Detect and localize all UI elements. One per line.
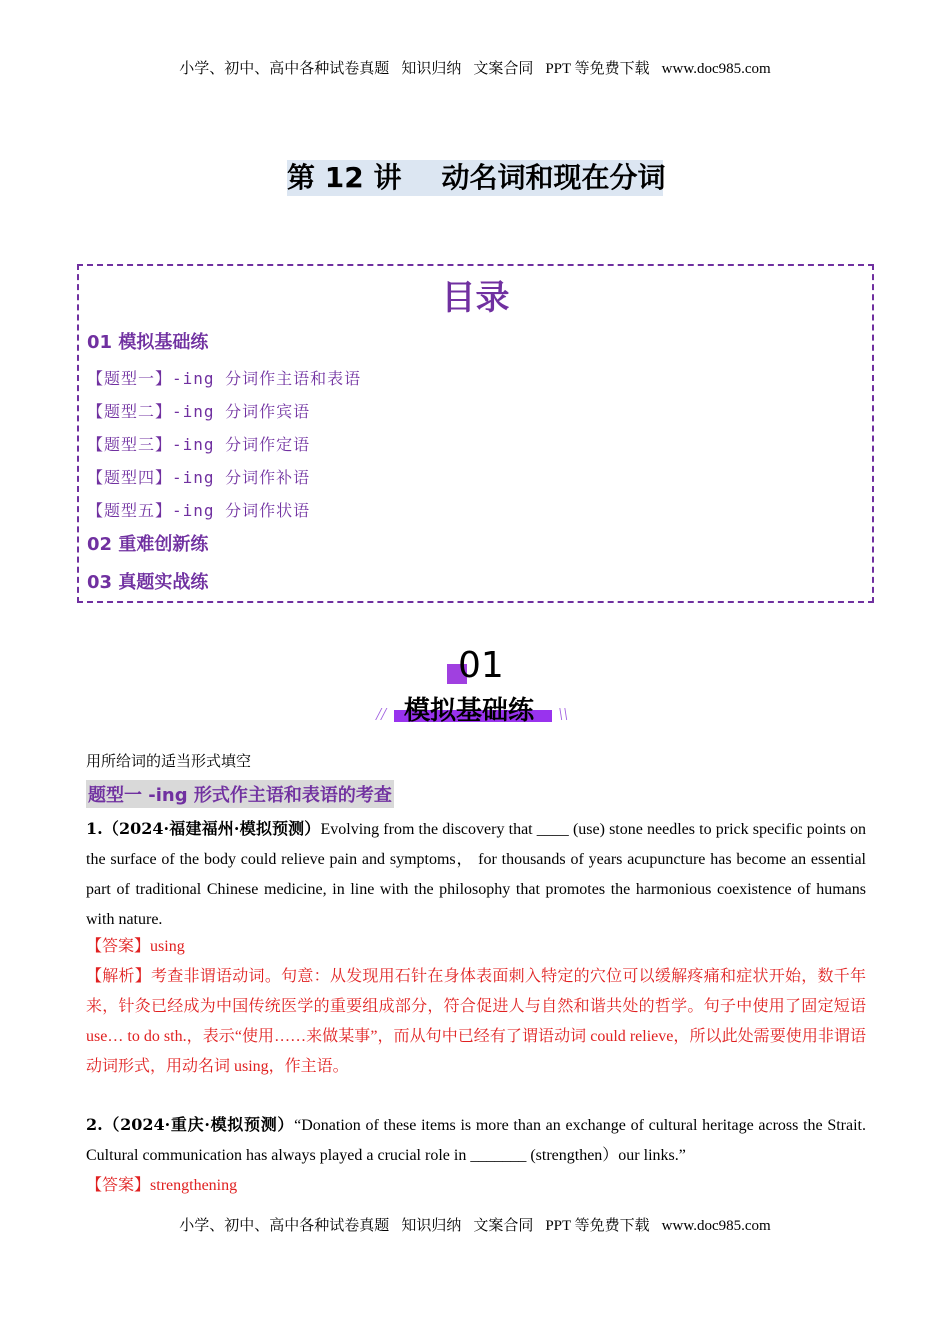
answer-label: 【答案】 bbox=[86, 1177, 151, 1194]
page-title bbox=[287, 160, 666, 196]
section-number: 01 bbox=[458, 645, 504, 686]
header-link[interactable]: www.doc985.com bbox=[661, 61, 771, 77]
header-text: 知识归纳 bbox=[401, 61, 462, 77]
toc-item[interactable]: 【题型四】-ing 分词作补语 bbox=[87, 468, 311, 487]
slash-decoration: // bbox=[376, 704, 387, 724]
slash-decoration: \\ bbox=[558, 704, 569, 724]
answer-text: strengthening bbox=[150, 1177, 238, 1194]
header-text: 小学、初中、高中各种试卷真题 bbox=[179, 61, 390, 77]
question-source: 1.（2024·福建福州·模拟预测） bbox=[86, 819, 321, 838]
analysis-label: 【解析】 bbox=[86, 968, 152, 985]
footer-text: 小学、初中、高中各种试卷真题 bbox=[179, 1218, 390, 1234]
answer-2 bbox=[86, 1171, 866, 1201]
analysis-text: 考查非谓语动词。句意：从发现用石针在身体表面刺入特定的穴位可以缓解疼痛和症状开始，数千年来，针灸已经成为中国传统医学的重要组成部分，符合促进人与自然和谐共处的哲学。句子中使用了固定短语 use… to do sth.，表示“使用……来做某事”，而从句中已经有了谓语动词 could relieve，所以此处需要使用非谓语动词形式，用动名词 using，作主语。 bbox=[86, 968, 866, 1075]
toc-item[interactable]: 【题型三】-ing 分词作定语 bbox=[87, 435, 311, 454]
question-source: 2.（2024·重庆·模拟预测） bbox=[86, 1115, 295, 1134]
page-footer bbox=[0, 1214, 950, 1235]
answer-text: using bbox=[150, 938, 185, 955]
instructions: 用所给词的适当形式填空 bbox=[86, 752, 252, 770]
toc-section[interactable]: 02 重难创新练 bbox=[87, 534, 209, 555]
header-text: 文案合同 bbox=[473, 61, 534, 77]
question-1 bbox=[86, 814, 866, 935]
toc-item[interactable]: 【题型五】-ing 分词作状语 bbox=[87, 501, 311, 520]
question-text: Evolving from the discovery that ____ (use) stone needles to prick specific points on the surface of the body could relieve pain and symptoms， for thousands of years acupuncture has become an essential part of traditional Chinese medicine, in line with the philosophy that promotes the harmonious coexistence of humans with nature. bbox=[86, 821, 866, 928]
header-text: PPT 等免费下载 bbox=[545, 61, 650, 77]
answer-label: 【答案】 bbox=[86, 938, 151, 955]
toc-item[interactable]: 【题型一】-ing 分词作主语和表语 bbox=[87, 369, 362, 388]
footer-text: PPT 等免费下载 bbox=[545, 1218, 650, 1234]
footer-link[interactable]: www.doc985.com bbox=[661, 1218, 771, 1234]
answer-1 bbox=[86, 932, 866, 962]
type-heading: 题型一 -ing 形式作主语和表语的考查 bbox=[86, 780, 394, 808]
question-2 bbox=[86, 1110, 866, 1171]
toc-item[interactable]: 【题型二】-ing 分词作宾语 bbox=[87, 402, 311, 421]
section-name: 模拟基础练 bbox=[404, 696, 535, 726]
toc-section[interactable]: 01 模拟基础练 bbox=[87, 332, 209, 353]
lecture-topic: 动名词和现在分词 bbox=[441, 161, 666, 194]
table-of-contents bbox=[77, 264, 874, 603]
toc-heading: 目录 bbox=[441, 278, 510, 318]
footer-text: 知识归纳 bbox=[401, 1218, 462, 1234]
toc-section[interactable]: 03 真题实战练 bbox=[87, 572, 209, 593]
page-header bbox=[0, 57, 950, 78]
lecture-number: 第 12 讲 bbox=[287, 161, 402, 194]
question-text: “Donation of these items is more than an exchange of cultural heritage across the Strait. Cultural communication has always played a crucial role in _______ (strengthen）our links.” bbox=[86, 1117, 866, 1164]
footer-text: 文案合同 bbox=[473, 1218, 534, 1234]
analysis-1 bbox=[86, 962, 866, 1082]
